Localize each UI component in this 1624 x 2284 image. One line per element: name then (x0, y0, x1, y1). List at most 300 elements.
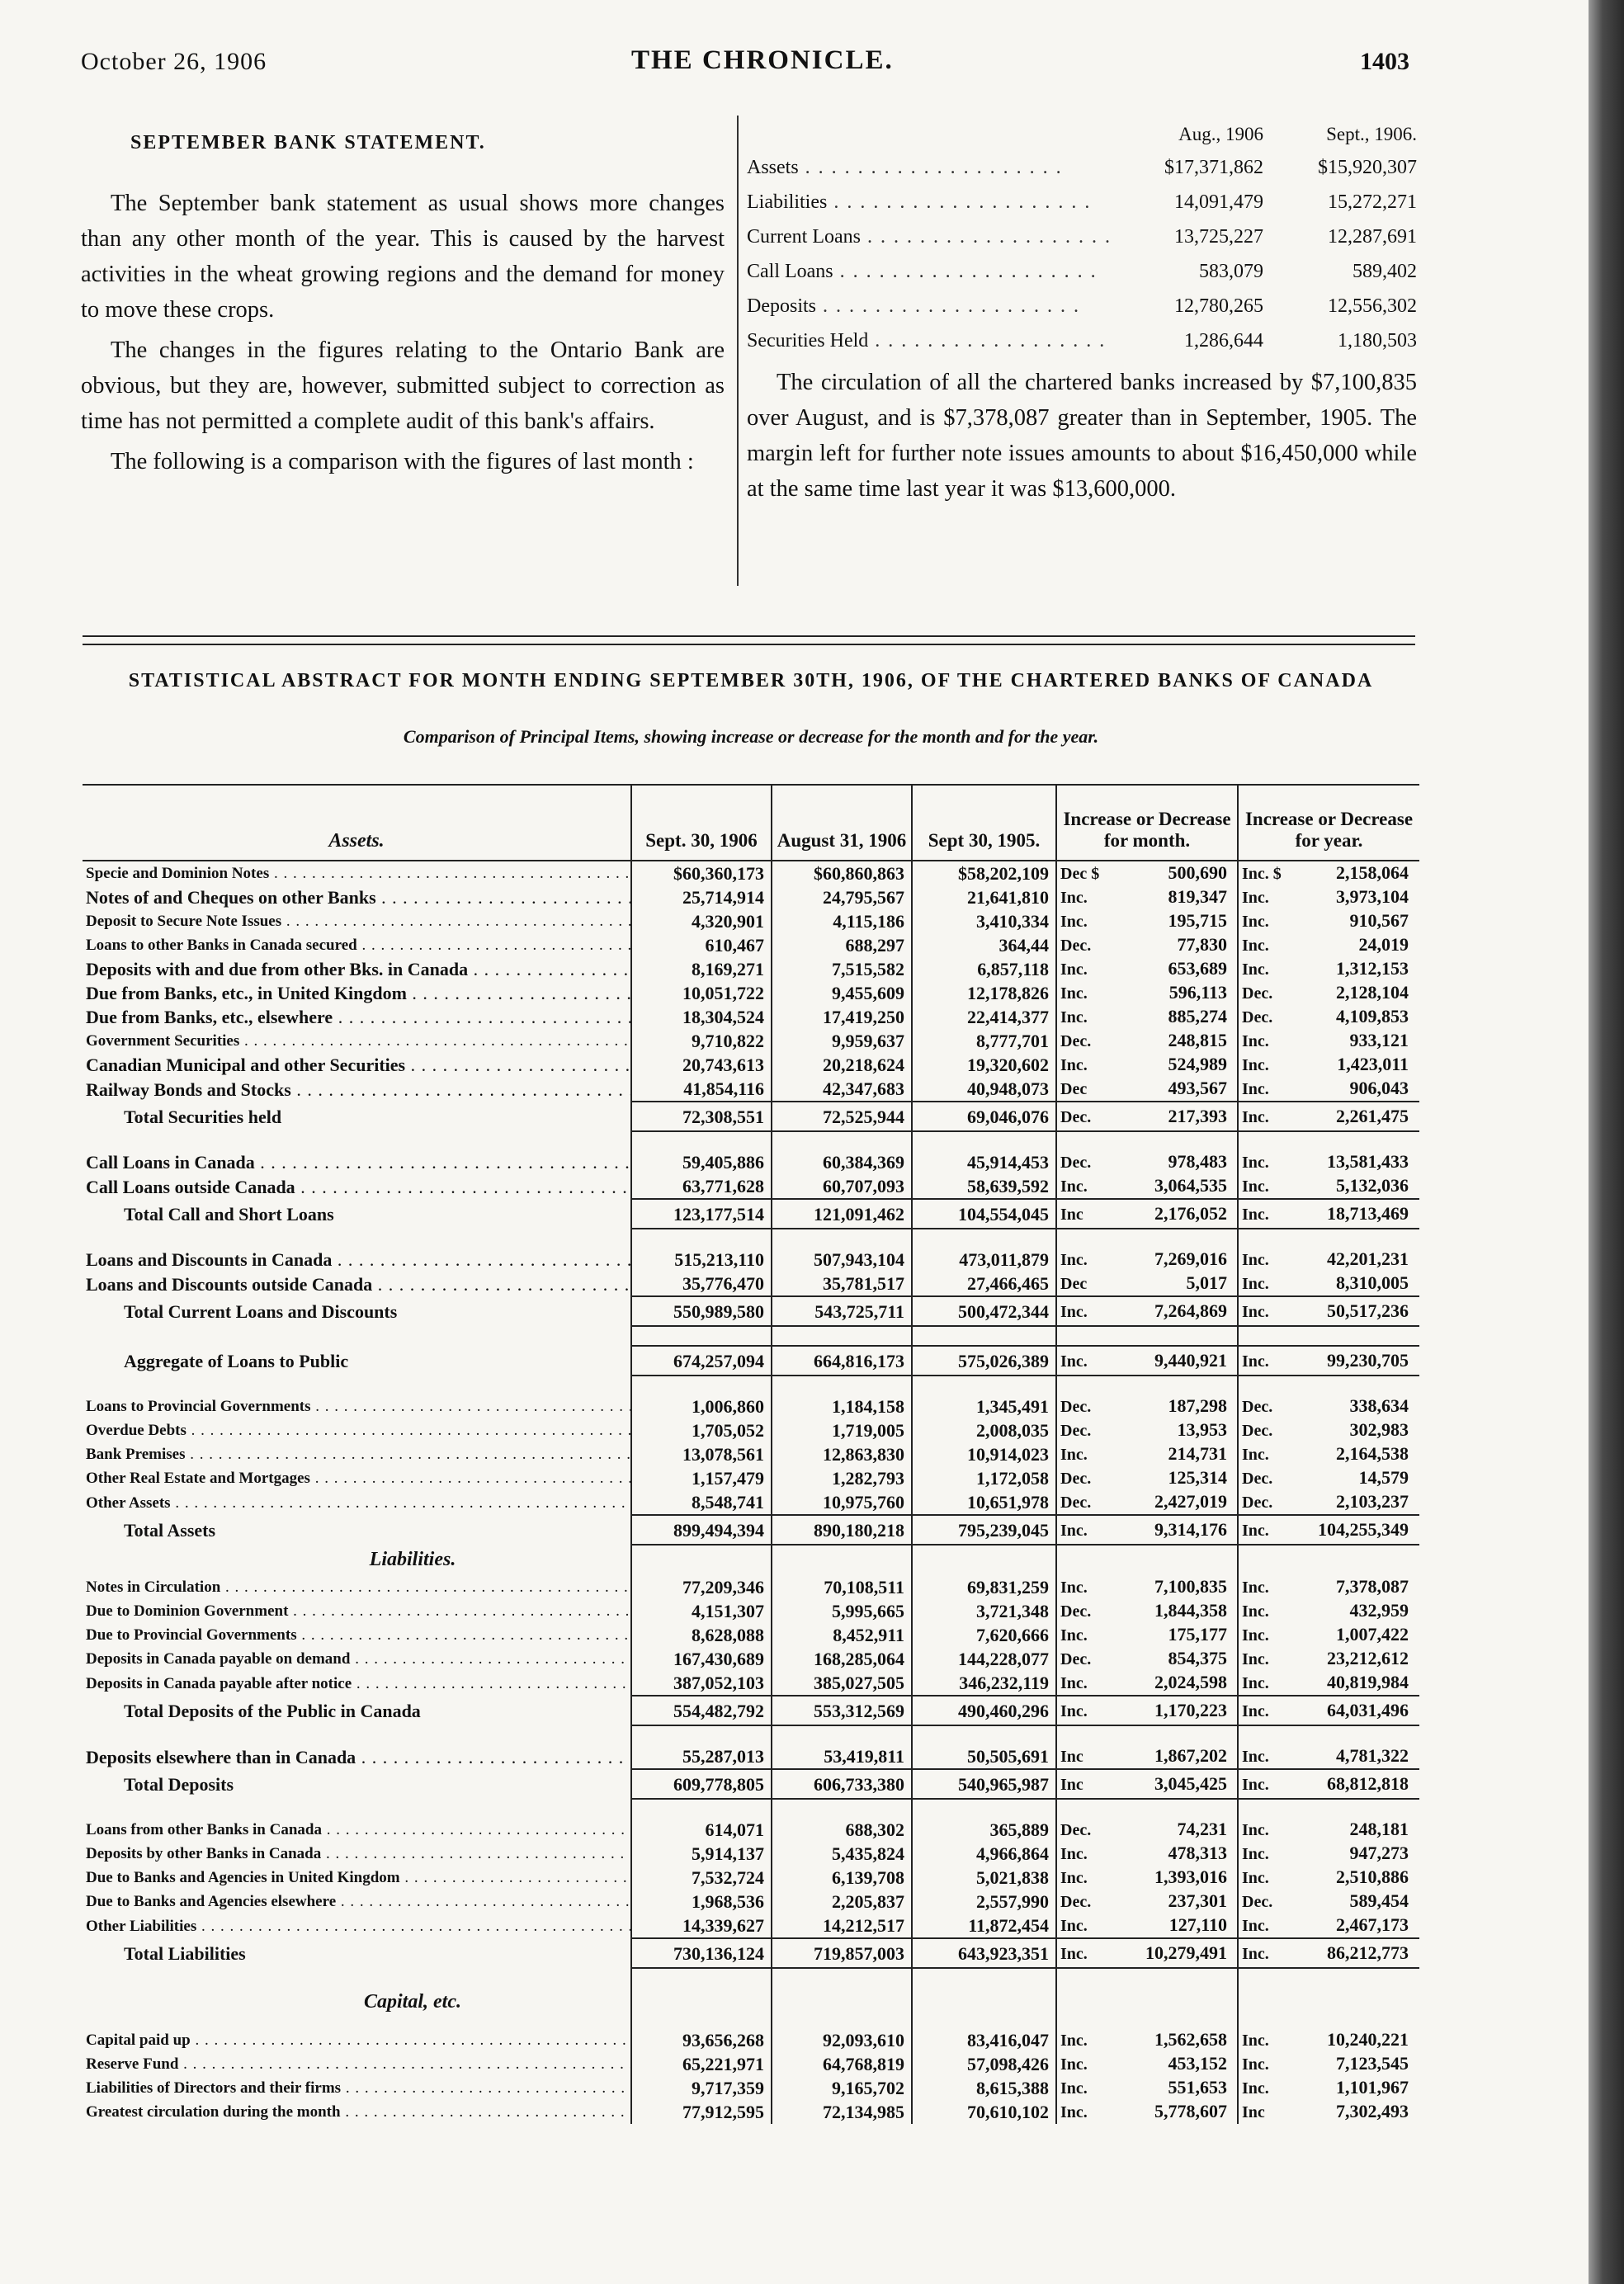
value-sept-1905: 3,721,348 (912, 1599, 1056, 1623)
row-label: Liabilities of Directors and their firms . . . (83, 2076, 631, 2100)
spacer-row (83, 2017, 1419, 2028)
row-label: Call Loans in Canada . . . (83, 1150, 631, 1174)
row-label: Loans to Provincial Governments . . . (83, 1394, 631, 1418)
row-label: Total Call and Short Loans (124, 1203, 334, 1225)
month-change: Inc. 596,113 (1056, 981, 1238, 1005)
value-aug-1906: 53,419,811 (772, 1744, 912, 1769)
comparison-aug-value: 12,780,265 (1174, 295, 1263, 317)
value-sept-1906: $60,360,173 (631, 861, 772, 885)
value-sept-1905: 58,639,592 (912, 1174, 1056, 1199)
table-row (83, 2028, 1419, 2052)
spacer-row (83, 1131, 1419, 1150)
value-aug-1906: 64,768,819 (772, 2052, 912, 2076)
month-change: Inc 3,045,425 (1056, 1769, 1238, 1799)
month-change: Dec. 217,393 (1056, 1102, 1238, 1131)
year-change: Inc. 2,467,173 (1238, 1914, 1419, 1938)
total-row (83, 1515, 1419, 1545)
month-change: Inc. 127,110 (1056, 1914, 1238, 1938)
year-change: Inc. 5,132,036 (1238, 1174, 1419, 1199)
year-change: Inc. 4,781,322 (1238, 1744, 1419, 1769)
value-aug-1906: 10,975,760 (772, 1490, 912, 1515)
month-change: Inc. 7,100,835 (1056, 1575, 1238, 1599)
value-aug-1906: 9,455,609 (772, 981, 912, 1005)
value-sept-1906: 77,209,346 (631, 1575, 772, 1599)
row-label: Other Assets . . . (83, 1490, 631, 1515)
value-sept-1905: 22,414,377 (912, 1005, 1056, 1029)
row-label: Notes of and Cheques on other Banks . . . (83, 885, 631, 909)
value-sept-1905: 40,948,073 (912, 1077, 1056, 1102)
month-change: Inc. 1,562,658 (1056, 2028, 1238, 2052)
value-sept-1906: 550,989,580 (631, 1296, 772, 1326)
year-change: Inc. 42,201,231 (1238, 1248, 1419, 1272)
year-change: Inc. 8,310,005 (1238, 1272, 1419, 1296)
year-change: Inc. 86,212,773 (1238, 1938, 1419, 1968)
value-sept-1906: 18,304,524 (631, 1005, 772, 1029)
comparison-sept-value: 1,180,503 (1338, 330, 1417, 352)
table-row (83, 1418, 1419, 1442)
year-change: Inc. 18,713,469 (1238, 1199, 1419, 1229)
running-head (0, 41, 1589, 83)
value-aug-1906: 12,863,830 (772, 1442, 912, 1466)
value-aug-1906: 8,452,911 (772, 1623, 912, 1647)
year-change: Inc. 40,819,984 (1238, 1671, 1419, 1696)
value-sept-1906: 609,778,805 (631, 1769, 772, 1799)
row-label: Aggregate of Loans to Public (124, 1350, 349, 1371)
year-change: Inc. 910,567 (1238, 909, 1419, 933)
publication-title: THE CHRONICLE. (631, 45, 894, 75)
total-row (83, 1346, 1419, 1376)
row-label: Total Current Loans and Discounts (124, 1300, 398, 1322)
total-row (83, 1696, 1419, 1725)
year-change: Inc. 432,959 (1238, 1599, 1419, 1623)
table-row (83, 1490, 1419, 1515)
row-label: Other Real Estate and Mortgages . . . (83, 1466, 631, 1490)
year-change: Inc. 7,123,545 (1238, 2052, 1419, 2076)
row-label: Total Deposits of the Public in Canada (124, 1700, 421, 1721)
value-sept-1905: 104,554,045 (912, 1199, 1056, 1229)
spacer-row (83, 1326, 1419, 1346)
value-sept-1905: 6,857,118 (912, 957, 1056, 981)
value-aug-1906: 688,302 (772, 1818, 912, 1842)
year-change: Inc 7,302,493 (1238, 2100, 1419, 2124)
section-double-rule (83, 635, 1415, 645)
table-row (83, 1248, 1419, 1272)
value-sept-1906: 55,287,013 (631, 1744, 772, 1769)
value-sept-1906: 14,339,627 (631, 1914, 772, 1938)
spacer-row (83, 1376, 1419, 1394)
month-change: Dec 493,567 (1056, 1077, 1238, 1102)
month-change: Inc. 175,177 (1056, 1623, 1238, 1647)
month-change: Dec. 1,844,358 (1056, 1599, 1238, 1623)
value-sept-1905: 365,889 (912, 1818, 1056, 1842)
year-change: Inc. 248,181 (1238, 1818, 1419, 1842)
month-change: Inc. 9,314,176 (1056, 1515, 1238, 1545)
value-aug-1906: 5,435,824 (772, 1842, 912, 1866)
year-change: Inc. 7,378,087 (1238, 1575, 1419, 1599)
month-change: Inc 1,867,202 (1056, 1744, 1238, 1769)
table-row (83, 1890, 1419, 1914)
value-aug-1906: 14,212,517 (772, 1914, 912, 1938)
row-label: Total Deposits (124, 1773, 234, 1795)
value-sept-1905: 50,505,691 (912, 1744, 1056, 1769)
value-aug-1906: 7,515,582 (772, 957, 912, 981)
comparison-label: Securities Held . . . (747, 325, 1110, 360)
month-change: Inc. 9,440,921 (1056, 1346, 1238, 1376)
value-sept-1906: 1,157,479 (631, 1466, 772, 1490)
comparison-aug-value: 1,286,644 (1184, 330, 1263, 352)
month-change: Inc. 885,274 (1056, 1005, 1238, 1029)
value-aug-1906: 20,218,624 (772, 1053, 912, 1077)
month-change: Inc. 195,715 (1056, 909, 1238, 933)
section-heading: Capital, etc. (364, 1990, 461, 2013)
value-aug-1906: $60,860,863 (772, 861, 912, 885)
spacer-row (83, 1968, 1419, 1987)
table-row (83, 1818, 1419, 1842)
table-row (83, 1442, 1419, 1466)
year-change: Dec. 302,983 (1238, 1418, 1419, 1442)
spacer-row (83, 1229, 1419, 1248)
row-label: Government Securities . . . (83, 1029, 631, 1053)
comparison-aug-value: 583,079 (1199, 261, 1263, 282)
column-divider (737, 116, 739, 586)
row-label: Deposits in Canada payable on demand . . . (83, 1647, 631, 1671)
monthly-comparison-table (747, 124, 1417, 360)
value-aug-1906: 60,384,369 (772, 1150, 912, 1174)
table-row (83, 885, 1419, 909)
table-row (83, 1174, 1419, 1199)
value-sept-1905: 8,615,388 (912, 2076, 1056, 2100)
table-row (83, 1647, 1419, 1671)
month-change: Inc. 524,989 (1056, 1053, 1238, 1077)
value-sept-1905: 70,610,102 (912, 2100, 1056, 2124)
year-change: Dec. 4,109,853 (1238, 1005, 1419, 1029)
month-change: Inc. 7,264,869 (1056, 1296, 1238, 1326)
value-sept-1906: 41,854,116 (631, 1077, 772, 1102)
row-label: Due to Dominion Government . . . (83, 1599, 631, 1623)
row-label: Deposits by other Banks in Canada . . . (83, 1842, 631, 1866)
year-change: Inc. 99,230,705 (1238, 1346, 1419, 1376)
value-sept-1905: $58,202,109 (912, 861, 1056, 885)
value-sept-1905: 3,410,334 (912, 909, 1056, 933)
article-paragraph-2: The changes in the figures relating to the Ontario Bank are obvious, but they are, however, submitted subject to correction as time has not permitted a complete audit of this bank's affairs. (81, 337, 725, 434)
year-change: Inc. $ 2,158,064 (1238, 861, 1419, 885)
value-sept-1906: 65,221,971 (631, 2052, 772, 2076)
comparison-row (747, 186, 1417, 221)
row-label: Overdue Debts . . . (83, 1418, 631, 1442)
row-label: Total Securities held (124, 1106, 282, 1127)
page-number: 1403 (1360, 48, 1409, 75)
header-sept-1905: Sept 30, 1905. (912, 785, 1056, 861)
value-sept-1905: 5,021,838 (912, 1866, 1056, 1890)
row-label: Specie and Dominion Notes . . . (83, 861, 631, 885)
value-sept-1906: 515,213,110 (631, 1248, 772, 1272)
year-change: Inc. 947,273 (1238, 1842, 1419, 1866)
value-sept-1906: 8,628,088 (631, 1623, 772, 1647)
value-sept-1905: 473,011,879 (912, 1248, 1056, 1272)
value-sept-1905: 8,777,701 (912, 1029, 1056, 1053)
value-sept-1905: 795,239,045 (912, 1515, 1056, 1545)
value-sept-1906: 93,656,268 (631, 2028, 772, 2052)
article-paragraph-3: The following is a comparison with the figures of last month : (111, 449, 694, 474)
comparison-header-sept: Sept., 1906. (1326, 124, 1417, 144)
value-sept-1906: 10,051,722 (631, 981, 772, 1005)
value-aug-1906: 507,943,104 (772, 1248, 912, 1272)
month-change: Inc. 3,064,535 (1056, 1174, 1238, 1199)
row-label: Total Assets (124, 1519, 216, 1541)
total-row (83, 1102, 1419, 1131)
value-sept-1906: 167,430,689 (631, 1647, 772, 1671)
value-aug-1906: 5,995,665 (772, 1599, 912, 1623)
comparison-label: Liabilities . . . (747, 186, 1110, 221)
value-sept-1905: 45,914,453 (912, 1150, 1056, 1174)
month-change: Inc. 10,279,491 (1056, 1938, 1238, 1968)
year-change: Inc. 13,581,433 (1238, 1150, 1419, 1174)
year-change: Inc. 1,007,422 (1238, 1623, 1419, 1647)
section-heading: Liabilities. (369, 1549, 456, 1570)
value-aug-1906: 60,707,093 (772, 1174, 912, 1199)
value-aug-1906: 70,108,511 (772, 1575, 912, 1599)
month-change: Inc. 5,778,607 (1056, 2100, 1238, 2124)
total-row (83, 1296, 1419, 1326)
row-label: Loans and Discounts in Canada . . . (83, 1248, 631, 1272)
value-aug-1906: 35,781,517 (772, 1272, 912, 1296)
abstract-subtitle: Comparison of Principal Items, showing increase or decrease for the month and for the year. (403, 726, 1099, 747)
value-sept-1905: 12,178,826 (912, 981, 1056, 1005)
month-change: Inc. 819,347 (1056, 885, 1238, 909)
row-label: Loans and Discounts outside Canada . . . (83, 1272, 631, 1296)
value-sept-1906: 123,177,514 (631, 1199, 772, 1229)
comparison-sept-value: 15,272,271 (1328, 191, 1417, 213)
value-sept-1905: 575,026,389 (912, 1346, 1056, 1376)
month-change: Dec. 978,483 (1056, 1150, 1238, 1174)
article-closing-paragraph: The circulation of all the chartered banks increased by $7,100,835 over August, and is $7,378,087 greater than in September, 1905. The margin left for further note issues amounts to about $16,450,000 while at the same time last year it was $13,600,000. (747, 370, 1417, 502)
value-sept-1905: 144,228,077 (912, 1647, 1056, 1671)
value-sept-1905: 4,966,864 (912, 1842, 1056, 1866)
month-change: Inc. 653,689 (1056, 957, 1238, 981)
table-row (83, 1150, 1419, 1174)
value-aug-1906: 72,134,985 (772, 2100, 912, 2124)
month-change: Inc. 551,653 (1056, 2076, 1238, 2100)
value-sept-1906: 554,482,792 (631, 1696, 772, 1725)
total-row (83, 1199, 1419, 1229)
value-sept-1905: 490,460,296 (912, 1696, 1056, 1725)
month-change: Dec. 187,298 (1056, 1394, 1238, 1418)
table-row (83, 933, 1419, 957)
month-change: Dec. 248,815 (1056, 1029, 1238, 1053)
page-gutter-edge (1589, 0, 1624, 2284)
value-sept-1905: 364,44 (912, 933, 1056, 957)
row-label: Railway Bonds and Stocks . . . (83, 1077, 631, 1102)
value-sept-1906: 4,151,307 (631, 1599, 772, 1623)
value-sept-1906: 63,771,628 (631, 1174, 772, 1199)
year-change: Inc. 68,812,818 (1238, 1769, 1419, 1799)
row-label: Due from Banks, etc., in United Kingdom . . . (83, 981, 631, 1005)
value-sept-1905: 10,914,023 (912, 1442, 1056, 1466)
comparison-sept-value: $15,920,307 (1318, 157, 1417, 178)
header-sept-1906: Sept. 30, 1906 (631, 785, 772, 861)
spacer-row (83, 1725, 1419, 1744)
value-aug-1906: 168,285,064 (772, 1647, 912, 1671)
year-change: Inc. 1,101,967 (1238, 2076, 1419, 2100)
value-sept-1905: 21,641,810 (912, 885, 1056, 909)
value-sept-1906: 9,717,359 (631, 2076, 772, 2100)
value-sept-1905: 19,320,602 (912, 1053, 1056, 1077)
table-row (83, 1466, 1419, 1490)
year-change: Dec. 338,634 (1238, 1394, 1419, 1418)
value-sept-1906: 8,548,741 (631, 1490, 772, 1515)
comparison-label: Assets . . . (747, 152, 1110, 186)
value-aug-1906: 121,091,462 (772, 1199, 912, 1229)
row-label: Total Liabilities (124, 1942, 246, 1964)
month-change: Dec. 13,953 (1056, 1418, 1238, 1442)
comparison-aug-value: 13,725,227 (1174, 226, 1263, 248)
row-label: Loans from other Banks in Canada . . . (83, 1818, 631, 1842)
header-aug-1906: August 31, 1906 (772, 785, 912, 861)
year-change: Inc. 1,423,011 (1238, 1053, 1419, 1077)
value-aug-1906: 17,419,250 (772, 1005, 912, 1029)
row-label: Deposits elsewhere than in Canada . . . (83, 1744, 631, 1769)
row-label: Reserve Fund . . . (83, 2052, 631, 2076)
table-row (83, 1866, 1419, 1890)
statistical-abstract-table (83, 784, 1419, 2124)
row-label: Canadian Municipal and other Securities . . . (83, 1053, 631, 1077)
comparison-row (747, 325, 1417, 360)
row-label: Call Loans outside Canada . . . (83, 1174, 631, 1199)
value-aug-1906: 1,719,005 (772, 1418, 912, 1442)
month-change: Inc. 2,024,598 (1056, 1671, 1238, 1696)
abstract-title: STATISTICAL ABSTRACT FOR MONTH ENDING SEPTEMBER 30TH, 1906, OF THE CHARTERED BANKS OF CANADA (128, 670, 1374, 691)
row-label: Loans to other Banks in Canada secured . . . (83, 933, 631, 957)
issue-date: October 26, 1906 (81, 48, 267, 75)
value-sept-1905: 540,965,987 (912, 1769, 1056, 1799)
value-sept-1905: 69,046,076 (912, 1102, 1056, 1131)
comparison-sept-value: 589,402 (1353, 261, 1417, 282)
value-sept-1906: 1,705,052 (631, 1418, 772, 1442)
row-label: Notes in Circulation . . . (83, 1575, 631, 1599)
month-change: Dec. 77,830 (1056, 933, 1238, 957)
month-change: Dec. 237,301 (1056, 1890, 1238, 1914)
table-row (83, 861, 1419, 885)
value-aug-1906: 6,139,708 (772, 1866, 912, 1890)
value-aug-1906: 42,347,683 (772, 1077, 912, 1102)
comparison-label: Call Loans . . . (747, 256, 1110, 290)
year-change: Inc. 2,510,886 (1238, 1866, 1419, 1890)
comparison-aug-value: 14,091,479 (1174, 191, 1263, 213)
value-aug-1906: 385,027,505 (772, 1671, 912, 1696)
year-change: Dec. 2,128,104 (1238, 981, 1419, 1005)
table-row (83, 1914, 1419, 1938)
comparison-header-aug: Aug., 1906 (1178, 124, 1263, 144)
comparison-row (747, 221, 1417, 256)
table-row (83, 957, 1419, 981)
table-row (83, 1394, 1419, 1418)
table-row (83, 1623, 1419, 1647)
year-change: Inc. 10,240,221 (1238, 2028, 1419, 2052)
year-change: Inc. 2,261,475 (1238, 1102, 1419, 1131)
table-row (83, 1272, 1419, 1296)
row-label: Deposits with and due from other Bks. in Canada . . . (83, 957, 631, 981)
month-change: Dec 5,017 (1056, 1272, 1238, 1296)
value-aug-1906: 543,725,711 (772, 1296, 912, 1326)
year-change: Inc. 3,973,104 (1238, 885, 1419, 909)
table-row (83, 1575, 1419, 1599)
value-aug-1906: 2,205,837 (772, 1890, 912, 1914)
value-sept-1906: 387,052,103 (631, 1671, 772, 1696)
table-row (83, 1671, 1419, 1696)
spacer-row (83, 1799, 1419, 1818)
table-row (83, 2100, 1419, 2124)
value-sept-1905: 69,831,259 (912, 1575, 1056, 1599)
table-row (83, 1005, 1419, 1029)
row-label: Due to Banks and Agencies in United Kingdom . . . (83, 1866, 631, 1890)
value-sept-1906: 7,532,724 (631, 1866, 772, 1890)
value-sept-1906: 35,776,470 (631, 1272, 772, 1296)
row-label: Deposit to Secure Note Issues . . . (83, 909, 631, 933)
total-row (83, 1938, 1419, 1968)
year-change: Inc. 104,255,349 (1238, 1515, 1419, 1545)
month-change: Dec. 74,231 (1056, 1818, 1238, 1842)
row-label: Deposits in Canada payable after notice . . . (83, 1671, 631, 1696)
row-label: Due to Banks and Agencies elsewhere . . . (83, 1890, 631, 1914)
table-row (83, 2052, 1419, 2076)
statistical-abstract (83, 784, 1419, 2124)
value-sept-1905: 27,466,465 (912, 1272, 1056, 1296)
comparison-sept-value: 12,287,691 (1328, 226, 1417, 248)
value-sept-1905: 346,232,119 (912, 1671, 1056, 1696)
year-change: Inc. 24,019 (1238, 933, 1419, 957)
value-aug-1906: 4,115,186 (772, 909, 912, 933)
value-sept-1906: 9,710,822 (631, 1029, 772, 1053)
liabilities-section (83, 1545, 1419, 1575)
value-sept-1906: 674,257,094 (631, 1346, 772, 1376)
table-row (83, 909, 1419, 933)
month-change: Inc 2,176,052 (1056, 1199, 1238, 1229)
value-sept-1906: 730,136,124 (631, 1938, 772, 1968)
value-sept-1905: 2,557,990 (912, 1890, 1056, 1914)
value-aug-1906: 92,093,610 (772, 2028, 912, 2052)
row-label: Greatest circulation during the month . . . (83, 2100, 631, 2124)
value-aug-1906: 719,857,003 (772, 1938, 912, 1968)
year-change: Dec. 2,103,237 (1238, 1490, 1419, 1515)
value-aug-1906: 9,165,702 (772, 2076, 912, 2100)
capital-section (83, 1987, 1419, 2017)
comparison-sept-value: 12,556,302 (1328, 295, 1417, 317)
month-change: Inc. 1,170,223 (1056, 1696, 1238, 1725)
year-change: Inc. 50,517,236 (1238, 1296, 1419, 1326)
value-sept-1906: 899,494,394 (631, 1515, 772, 1545)
month-change: Inc. 7,269,016 (1056, 1248, 1238, 1272)
value-sept-1906: 25,714,914 (631, 885, 772, 909)
value-sept-1905: 83,416,047 (912, 2028, 1056, 2052)
year-change: Inc. 23,212,612 (1238, 1647, 1419, 1671)
value-sept-1905: 1,345,491 (912, 1394, 1056, 1418)
row-label: Other Liabilities . . . (83, 1914, 631, 1938)
value-sept-1905: 7,620,666 (912, 1623, 1056, 1647)
comparison-row (747, 256, 1417, 290)
value-aug-1906: 688,297 (772, 933, 912, 957)
value-aug-1906: 1,282,793 (772, 1466, 912, 1490)
value-sept-1906: 1,968,536 (631, 1890, 772, 1914)
table-row (83, 1744, 1419, 1769)
month-change: Inc. 453,152 (1056, 2052, 1238, 2076)
value-aug-1906: 24,795,567 (772, 885, 912, 909)
table-row (83, 1053, 1419, 1077)
value-sept-1906: 4,320,901 (631, 909, 772, 933)
abstract-header-row (83, 785, 1419, 861)
value-sept-1906: 5,914,137 (631, 1842, 772, 1866)
comparison-label: Current Loans . . . (747, 221, 1110, 256)
table-row (83, 1077, 1419, 1102)
